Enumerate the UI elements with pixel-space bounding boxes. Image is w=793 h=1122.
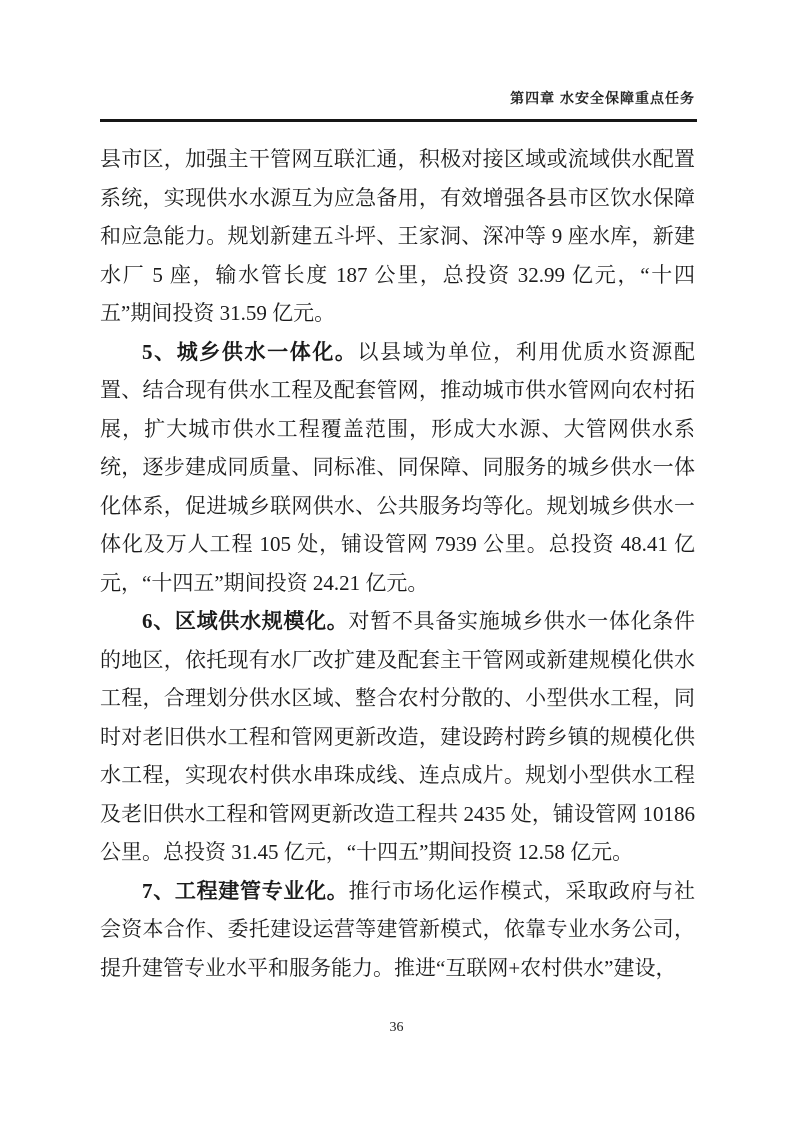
header-rule — [100, 119, 697, 122]
paragraph-text: 推行市场化运作模式，采取政府与社会资本合作、委托建设运营等建管新模式，依靠专业水务公司，提升建管专业水平和服务能力。推进“互联网+农村供水”建设， — [100, 878, 695, 980]
document-body — [100, 140, 695, 987]
chapter-header: 第四章 水安全保障重点任务 — [510, 90, 695, 106]
paragraph-text: 县市区，加强主干管网互联汇通，积极对接区域或流域供水配置系统，实现供水水源互为应急备用，有效增强各县市区饮水保障和应急能力。规划新建五斗坪、王家洞、深冲等 9 座水库，新建水厂 5 座，输水管长度 187 公里，总投资 32.99 亿元，“十四五”期间投资 31.59 亿元。 — [100, 147, 695, 325]
paragraph-text: 以县域为单位，利用优质水资源配置、结合现有供水工程及配套管网，推动城市供水管网向农村拓展，扩大城市供水工程覆盖范围，形成大水源、大管网供水系统，逐步建成同质量、同标准、同保障、同服务的城乡供水一体化体系，促进城乡联网供水、公共服务均等化。规划城乡供水一体化及万人工程 105 处，铺设管网 7939 公里。总投资 48.41 亿元，“十四五”期间投资 24.21 亿元。 — [100, 339, 696, 595]
paragraph — [100, 333, 695, 603]
paragraph-text: 对暂不具备实施城乡供水一体化条件的地区，依托现有水厂改扩建及配套主干管网或新建规模化供水工程，合理划分供水区域、整合农村分散的、小型供水工程，同时对老旧供水工程和管网更新改造，建设跨村跨乡镇的规模化供水工程，实现农村供水串珠成线、连点成片。规划小型供水工程及老旧供水工程和管网更新改造工程共 2435 处，铺设管网 10186 公里。总投资 31.45 亿元，“十四五”期间投资 12.58 亿元。 — [100, 609, 695, 864]
paragraph — [100, 872, 695, 988]
paragraph-lead: 5、城乡供水一体化。 — [142, 339, 358, 364]
paragraph — [100, 140, 695, 333]
paragraph — [100, 602, 695, 872]
paragraph-lead: 7、工程建管专业化。 — [142, 878, 349, 903]
page-number: 36 — [389, 1020, 404, 1035]
paragraph-lead: 6、区域供水规模化。 — [142, 609, 349, 633]
page-footer — [0, 1020, 793, 1036]
page-header — [100, 88, 695, 108]
